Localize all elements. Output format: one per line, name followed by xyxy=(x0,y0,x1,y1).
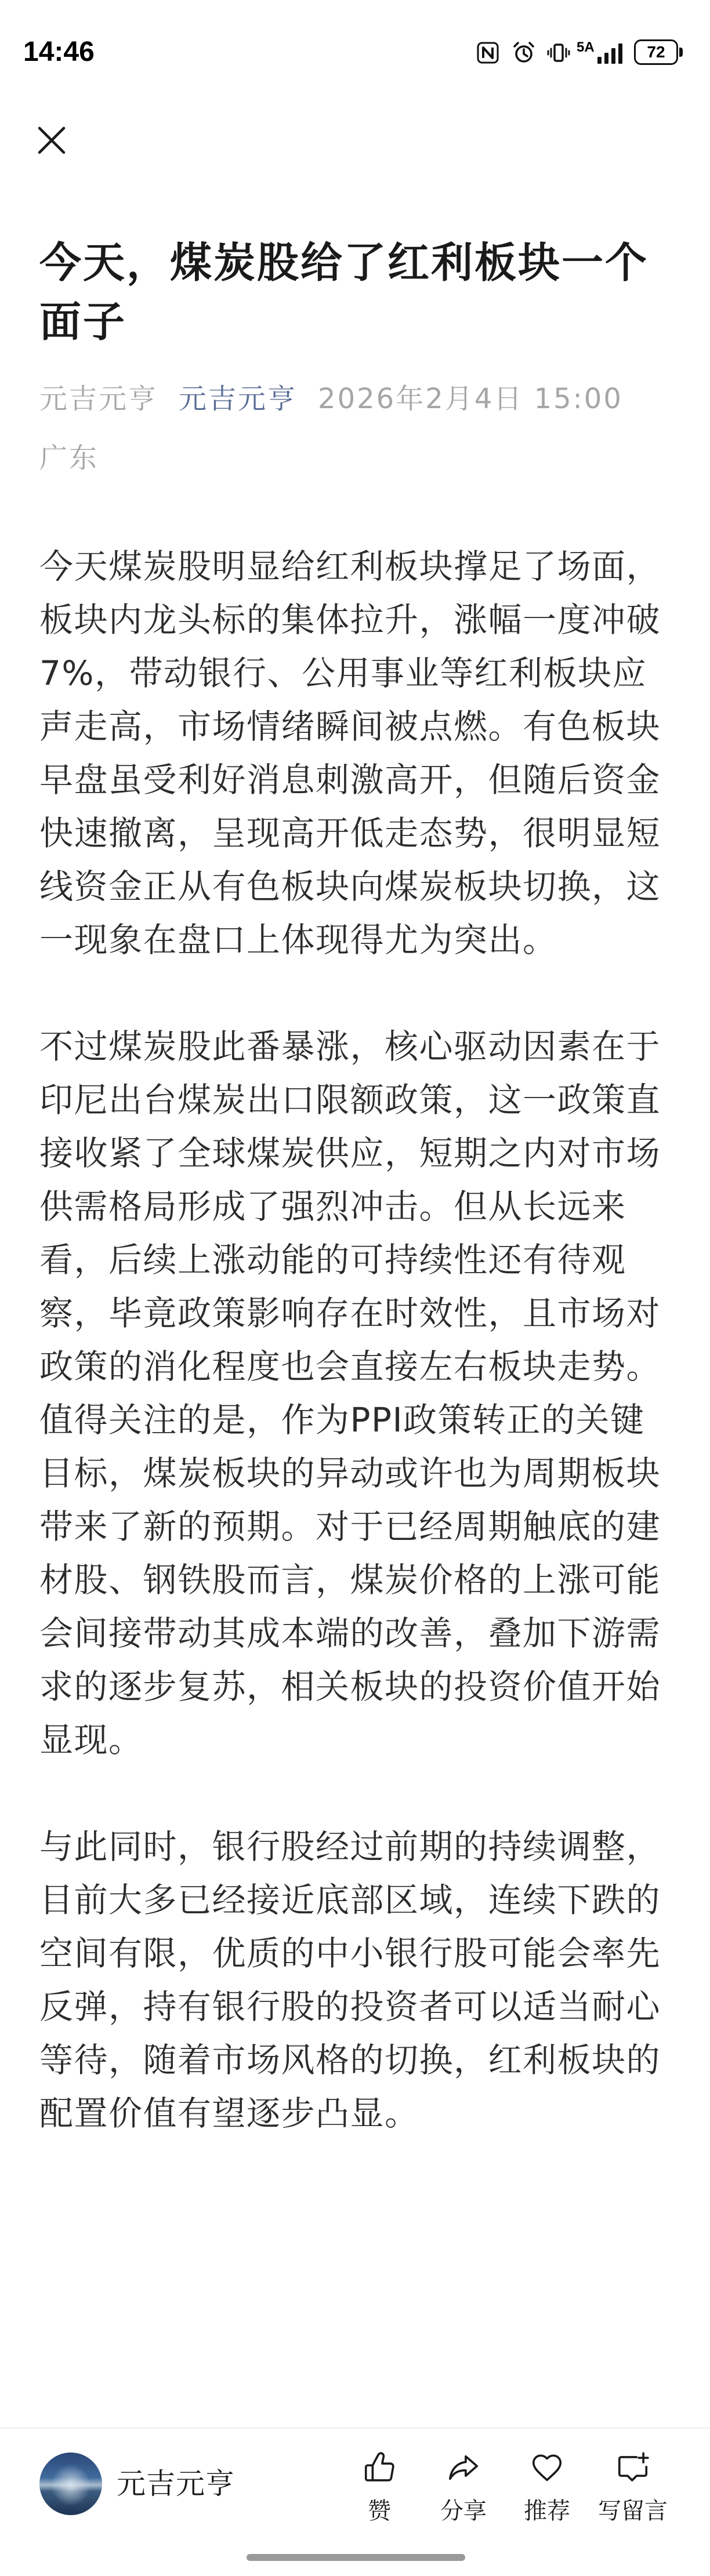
vibrate-icon xyxy=(546,41,571,65)
recommend-label: 推荐 xyxy=(524,2498,570,2524)
status-time: 14:46 xyxy=(23,37,95,67)
like-label: 赞 xyxy=(368,2498,391,2524)
meta-location-line xyxy=(39,428,678,488)
close-icon[interactable] xyxy=(35,123,68,157)
heart-icon xyxy=(529,2450,565,2486)
status-bar xyxy=(0,0,710,104)
like-button[interactable] xyxy=(339,2429,420,2545)
battery-icon: 72 xyxy=(634,39,678,65)
share-icon xyxy=(445,2450,481,2486)
article-paragraph: 今天煤炭股明显给红利板块撑足了场面，板块内龙头标的集体拉升，涨幅一度冲破7%，带动银行、公用事业等红利板块应声走高，市场情绪瞬间被点燃。有色板块早盘虽受利好消息刺激高开，但随后资金快速撤离，呈现高开低走态势，很明显短线资金正从有色板块向煤炭板块切换，这一现象在盘口上体现得尤为突出。 xyxy=(39,547,661,960)
write-comment-button[interactable] xyxy=(592,2429,673,2545)
account-link[interactable]: 元吉元亨 xyxy=(179,383,298,415)
alarm-icon xyxy=(512,41,536,65)
nfc-icon xyxy=(477,42,499,64)
publish-location: 广东 xyxy=(39,442,99,474)
thumbs-up-icon xyxy=(361,2450,397,2486)
article-meta xyxy=(39,369,678,488)
footer-account-name[interactable]: 元吉元亨 xyxy=(117,2467,235,2501)
article-title: 今天，煤炭股给了红利板块一个面子 xyxy=(39,238,649,346)
recommend-button[interactable] xyxy=(506,2429,588,2545)
article-paragraph: 不过煤炭股此番暴涨，核心驱动因素在于印尼出台煤炭出口限额政策，这一政策直接收紧了全球煤炭供应，短期之内对市场供需格局形成了强烈冲击。但从长远来看，后续上涨动能的可持续性还有待观察，毕竟政策影响存在时效性，且市场对政策的消化程度也会直接左右板块走势。 xyxy=(39,1027,661,1386)
comment-add-icon xyxy=(615,2450,651,2486)
share-button[interactable] xyxy=(423,2429,504,2545)
avatar[interactable] xyxy=(39,2453,102,2515)
write-comment-label: 写留言 xyxy=(598,2498,668,2524)
share-label: 分享 xyxy=(440,2498,487,2524)
article-body xyxy=(39,540,678,2140)
meta-line xyxy=(39,369,678,428)
article-paragraph: 值得关注的是，作为PPI政策转正的关键目标，煤炭板块的异动或许也为周期板块带来了新的预期。对于已经周期触底的建材股、钢铁股而言，煤炭价格的上涨可能会间接带动其成本端的改善，叠加下游需求的逐步复苏，相关板块的投资价值开始显现。 xyxy=(39,1400,661,1760)
home-indicator[interactable] xyxy=(247,2554,465,2561)
battery-nub xyxy=(679,48,683,57)
publish-datetime: 2026年2月4日 15:00 xyxy=(318,383,623,415)
article-paragraph: 与此同时，银行股经过前期的持续调整，目前大多已经接近底部区域，连续下跌的空间有限，优质的中小银行股可能会率先反弹，持有银行股的投资者可以适当耐心等待，随着市场风格的切换，红利板块的配置价值有望逐步凸显。 xyxy=(39,1827,661,2133)
meta-source: 元吉元亨 xyxy=(39,383,158,415)
signal-icon xyxy=(597,43,624,64)
network-type: 5A xyxy=(577,39,595,55)
